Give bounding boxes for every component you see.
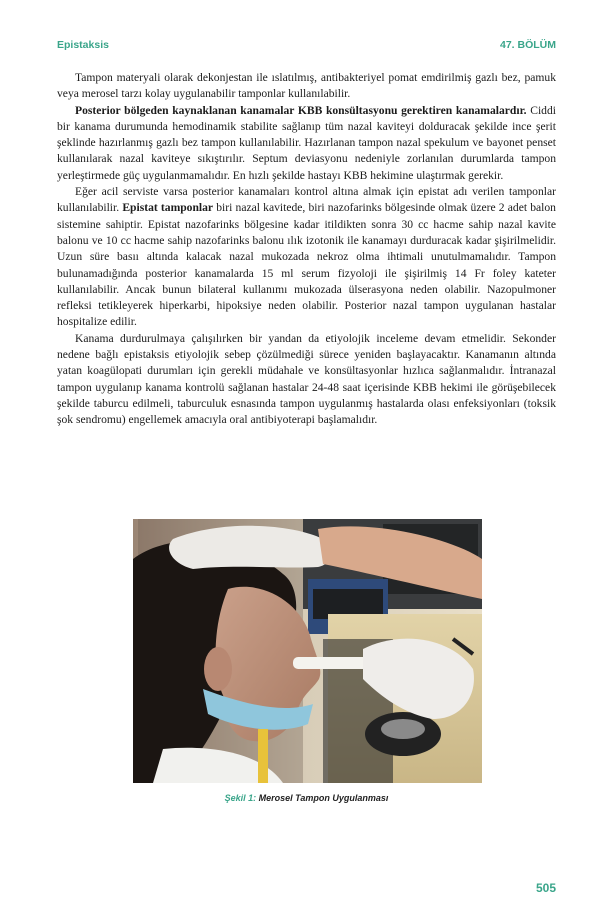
paragraph-tampon-materyali bbox=[57, 70, 556, 103]
page-number: 505 bbox=[535, 881, 556, 895]
merosel-tampon-photo bbox=[133, 519, 482, 783]
paragraph-epistat bbox=[57, 184, 556, 331]
page-header bbox=[57, 37, 556, 53]
body-text bbox=[57, 70, 556, 429]
paragraph-text: Kanama durdurulmaya çalışılırken bir yandan da etiyolojik inceleme devam etmelidir. Sekonder nedene bağlı epistaksis etiyolojik sebep çözülmediği sürece yeniden başlayacaktır. Kanamanın altında yatan koagülopati durumları için gerekli müdahale ve konsültasyonlar hızlıca sağlanmalıdır. İntranazal tampon uygulanıp kanama kontrolü sağlanan hastalar 24-48 saat içerisinde KBB hekimi ile görüşebilecek şekilde taburcu edilmeli, taburculuk esnasında tampon uygulanmış hastalarda olası enfeksiyonları (toksik şok sendromu) engellemek amacıyla oral antibiyoterapi başlamalıdır. bbox=[57, 331, 556, 427]
caption-text: Merosel Tampon Uygulanması bbox=[256, 793, 389, 803]
chapter-title: Epistaksis bbox=[57, 39, 109, 51]
epistat-term: Epistat tamponlar bbox=[122, 201, 214, 215]
paragraph-posterior-kanama bbox=[57, 103, 556, 184]
paragraph-text: Eğer acil serviste varsa posterior kanamaları kontrol altına almak için epistat adı verilen tamponlar kullanılabilir. bbox=[57, 185, 556, 215]
paragraph-etiyoloji bbox=[57, 331, 556, 429]
posterior-heading: Posterior bölgeden kaynaklanan kanamalar KBB konsültasyonu gerektiren kanamalardır. bbox=[75, 103, 527, 117]
caption-label: Şekil 1: bbox=[224, 793, 257, 803]
paragraph-text: biri nazal kavitede, biri nazofarinks bölgesinde olmak üzere 2 adet balon sistemine sahiptir. Epistat nazofarinks bölgesine kadar itildikten sonra 30 cc hacme sahip nazal kavite balonu ve 10 cc hacme sahip nazofarinks balonu ılık izotonik ile kanamayı durduracak kadar şişirilmelidir. Uzun süre basıı altında kalacak nazal mukozada nekroz olma ihtimali unutulmamalıdır. Tampon bulunamadığında posterior kanamalarda 15 ml serum fizyoloji ile şişirilmiş 14 Fr foley kateter kullanılabilir. Ancak bunun bilateral kullanımı mukozada ülserasyona neden olabilir. Nazopulmoner refleksi tetikleyerek hiperkarbi, hipoksiye neden olabilir. Posterior nazal tampon uygulanan hastalar hospitalize edilir. bbox=[57, 201, 556, 329]
paragraph-text: Ciddi bir kanama durumunda hemodinamik stabilite sağlanıp tüm nazal kaviteyi dolduracak şekilde ince şerit şeklinde hazırlanmış gazlı bez tampon kullanılabilir. Hazırlanan tampon nazal spekulum ve bayonet penset kullanılarak nazal kaviteye sıkıştırılır. Septum deviasyonu nedeniyle zorlanılan durumlarda tampon yerleştirmede güç uygulanmamalıdır. En hızlı şekilde hastayı KBB hekimine ulaştırmak gerekir. bbox=[57, 103, 556, 182]
photo-illustration bbox=[133, 519, 482, 783]
chapter-number: 47. BÖLÜM bbox=[499, 39, 556, 51]
figure-caption bbox=[0, 793, 613, 803]
paragraph-text: Tampon materyali olarak dekonjestan ile ıslatılmış, antibakteriyel pomat emdirilmiş gazlı bez, pamuk veya merosel tarzı kolay uygulanabilir tamponlar kullanılabilir. bbox=[57, 71, 556, 101]
